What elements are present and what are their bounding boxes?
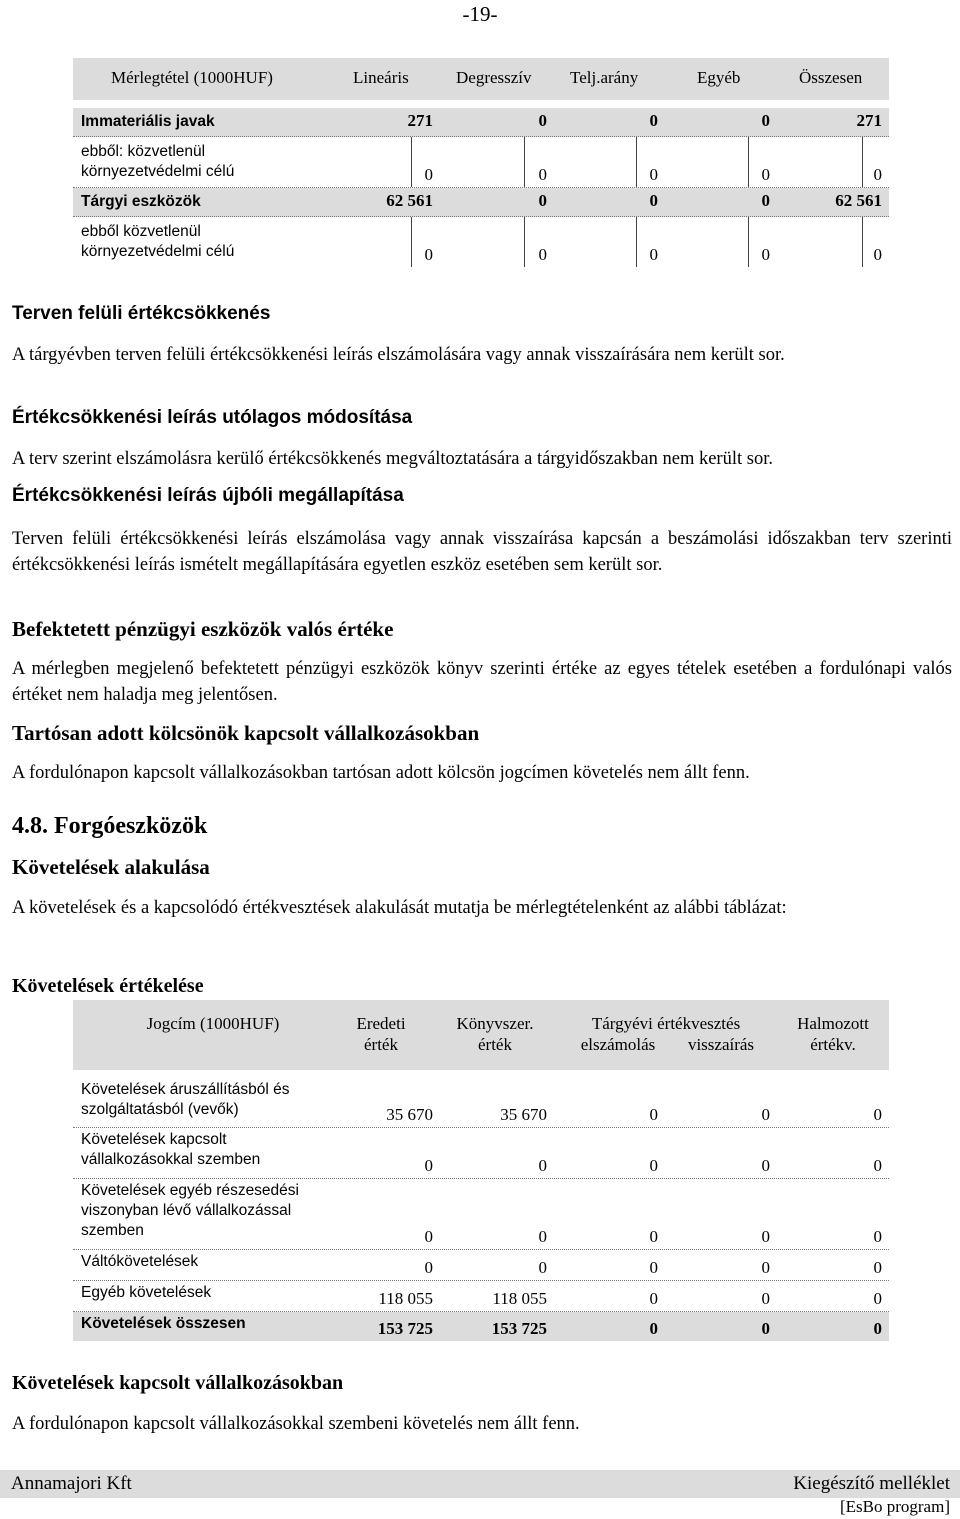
cell-original: 0	[424, 1156, 433, 1175]
section-text: A fordulónapon kapcsolt vállalkozásokkal szembeni követelés nem állt fenn.	[12, 1414, 580, 1434]
cell-reversed: 0	[761, 1227, 770, 1246]
cell-book: 118 055	[492, 1289, 547, 1308]
cell-total: 271	[856, 111, 882, 130]
section-title: Tartósan adott kölcsönök kapcsolt vállalkozásokban	[12, 721, 480, 745]
cell-charged: 0	[649, 1105, 658, 1124]
cell-charged: 0	[649, 1258, 658, 1277]
row-label: ebből: közvetlenül környezetvédelmi célú	[81, 143, 235, 180]
cell-other: 0	[761, 245, 770, 264]
cell-accumulated: 0	[873, 1319, 882, 1338]
cell-charged: 0	[649, 1319, 658, 1338]
cell-original: 153 725	[377, 1319, 433, 1338]
header-book-value: Könyvszer. érték	[456, 1014, 534, 1054]
cell-total: 0	[873, 165, 882, 184]
cell-other: 0	[761, 191, 770, 210]
header-linear: Lineáris	[353, 68, 409, 87]
receivables-table-header	[73, 1000, 889, 1070]
table-row	[73, 1250, 889, 1281]
cell-performance: 0	[649, 165, 658, 184]
row-label: Tárgyi eszközök	[81, 193, 201, 210]
header-other: Egyéb	[697, 68, 741, 87]
header-original-value: Eredeti érték	[356, 1014, 406, 1054]
cell-degressive: 0	[538, 165, 547, 184]
cell-reversed: 0	[761, 1258, 770, 1277]
table-row	[73, 1128, 889, 1179]
cell-book: 153 725	[491, 1319, 547, 1338]
cell-charged: 0	[649, 1289, 658, 1308]
cell-reversed: 0	[761, 1105, 770, 1124]
row-label: Követelések áruszállításból és szolgáltatásból (vevők)	[81, 1081, 290, 1118]
asset-table	[73, 108, 889, 267]
cell-performance: 0	[649, 191, 658, 210]
header-total: Összesen	[799, 68, 863, 87]
cell-original: 0	[424, 1258, 433, 1277]
table-row	[73, 1281, 889, 1312]
cell-total: 0	[873, 245, 882, 264]
row-label: Váltókövetelések	[81, 1253, 199, 1270]
company-name: Annamajori Kft	[11, 1473, 132, 1494]
cell-accumulated: 0	[873, 1289, 882, 1308]
page-footer	[0, 1470, 960, 1498]
cell-reversed: 0	[761, 1289, 770, 1308]
section-title: Terven felüli értékcsökkenés	[12, 303, 271, 324]
cell-performance: 0	[649, 245, 658, 264]
cell-total: 62 561	[835, 191, 882, 210]
header-degressive: Degresszív	[456, 68, 532, 87]
table-row	[73, 1179, 889, 1250]
header-impairment: Tárgyévi értékvesztés elszámolás visszaírás	[580, 1014, 755, 1054]
cell-degressive: 0	[538, 191, 547, 210]
row-label: Egyéb követelések	[81, 1284, 212, 1301]
table-row	[73, 217, 889, 267]
cell-book: 0	[538, 1258, 547, 1277]
chapter-title: 4.8. Forgóeszközök	[12, 813, 208, 839]
section-title: Követelések kapcsolt vállalkozásokban	[12, 1372, 344, 1394]
section-title: Értékcsökkenési leírás utólagos módosítása	[12, 407, 413, 428]
cell-linear: 0	[424, 165, 433, 184]
header-accumulated: Halmozott értékv.	[797, 1014, 869, 1054]
section-text: Terven felüli értékcsökkenési leírás elszámolása vagy annak visszaírása kapcsán a beszámolási időszakban terv szerinti értékcsökkenési leírás ismételt megállapítására egyetlen eszköz esetében sem került sor.	[12, 529, 952, 575]
section-text: A mérlegben megjelenő befektetett pénzügyi eszközök könyv szerinti értéke az egyes tételek esetében a fordulónapi valós értéket nem haladja meg jelentősen.	[12, 659, 952, 705]
cell-linear: 271	[407, 111, 433, 130]
header-legal-title: Jogcím (1000HUF)	[146, 1014, 280, 1033]
table-row	[73, 108, 889, 137]
cell-degressive: 0	[538, 111, 547, 130]
section-text: A követelések és a kapcsolódó értékvesztések alakulását mutatja be mérlegtételenként az alábbi táblázat:	[12, 898, 787, 918]
cell-degressive: 0	[538, 245, 547, 264]
receivables-table	[73, 1078, 889, 1341]
section-title: Befektetett pénzügyi eszközök valós értéke	[12, 617, 394, 641]
cell-book: 35 670	[500, 1105, 547, 1124]
row-label: ebből közvetlenül környezetvédelmi célú	[81, 223, 235, 260]
cell-charged: 0	[649, 1227, 658, 1246]
cell-reversed: 0	[761, 1156, 770, 1175]
table-row	[73, 188, 889, 217]
section-title: Értékcsökkenési leírás újbóli megállapítása	[12, 485, 404, 506]
cell-other: 0	[761, 165, 770, 184]
cell-other: 0	[761, 111, 770, 130]
cell-linear: 62 561	[386, 191, 433, 210]
cell-reversed: 0	[761, 1319, 770, 1338]
cell-original: 35 670	[386, 1105, 433, 1124]
section-text: A fordulónapon kapcsolt vállalkozásokban tartósan adott kölcsön jogcímen követelés nem állt fenn.	[12, 763, 750, 783]
page-number: -19-	[462, 2, 498, 26]
row-label: Követelések összesen	[81, 1315, 246, 1332]
cell-accumulated: 0	[873, 1227, 882, 1246]
cell-linear: 0	[424, 245, 433, 264]
table-row	[73, 137, 889, 188]
row-label: Követelések egyéb részesedési viszonyban lévő vállalkozással szemben	[81, 1182, 299, 1239]
document-title: Kiegészítő melléklet	[793, 1473, 950, 1494]
cell-charged: 0	[649, 1156, 658, 1175]
header-performance: Telj.arány	[570, 68, 639, 87]
section-text: A terv szerint elszámolásra kerülő értékcsökkenés megváltoztatására a tárgyidőszakban nem került sor.	[12, 449, 773, 469]
section-text: A tárgyévben terven felüli értékcsökkenési leírás elszámolására vagy annak visszaírására nem került sor.	[12, 345, 785, 365]
table-row	[73, 1078, 889, 1128]
header-balance-item: Mérlegtétel (1000HUF)	[111, 68, 273, 87]
cell-accumulated: 0	[873, 1105, 882, 1124]
cell-accumulated: 0	[873, 1156, 882, 1175]
cell-performance: 0	[649, 111, 658, 130]
cell-book: 0	[538, 1227, 547, 1246]
asset-table-header	[73, 58, 889, 100]
program-note: [EsBo program]	[839, 1497, 950, 1516]
cell-original: 0	[424, 1227, 433, 1246]
section-title: Követelések értékelése	[12, 975, 204, 997]
section-title: Követelések alakulása	[12, 855, 210, 879]
row-label: Immateriális javak	[81, 113, 215, 130]
table-row-total	[73, 1312, 889, 1341]
row-label: Követelések kapcsolt vállalkozásokkal szemben	[81, 1131, 261, 1168]
cell-book: 0	[538, 1156, 547, 1175]
cell-original: 118 055	[378, 1289, 433, 1308]
cell-accumulated: 0	[873, 1258, 882, 1277]
